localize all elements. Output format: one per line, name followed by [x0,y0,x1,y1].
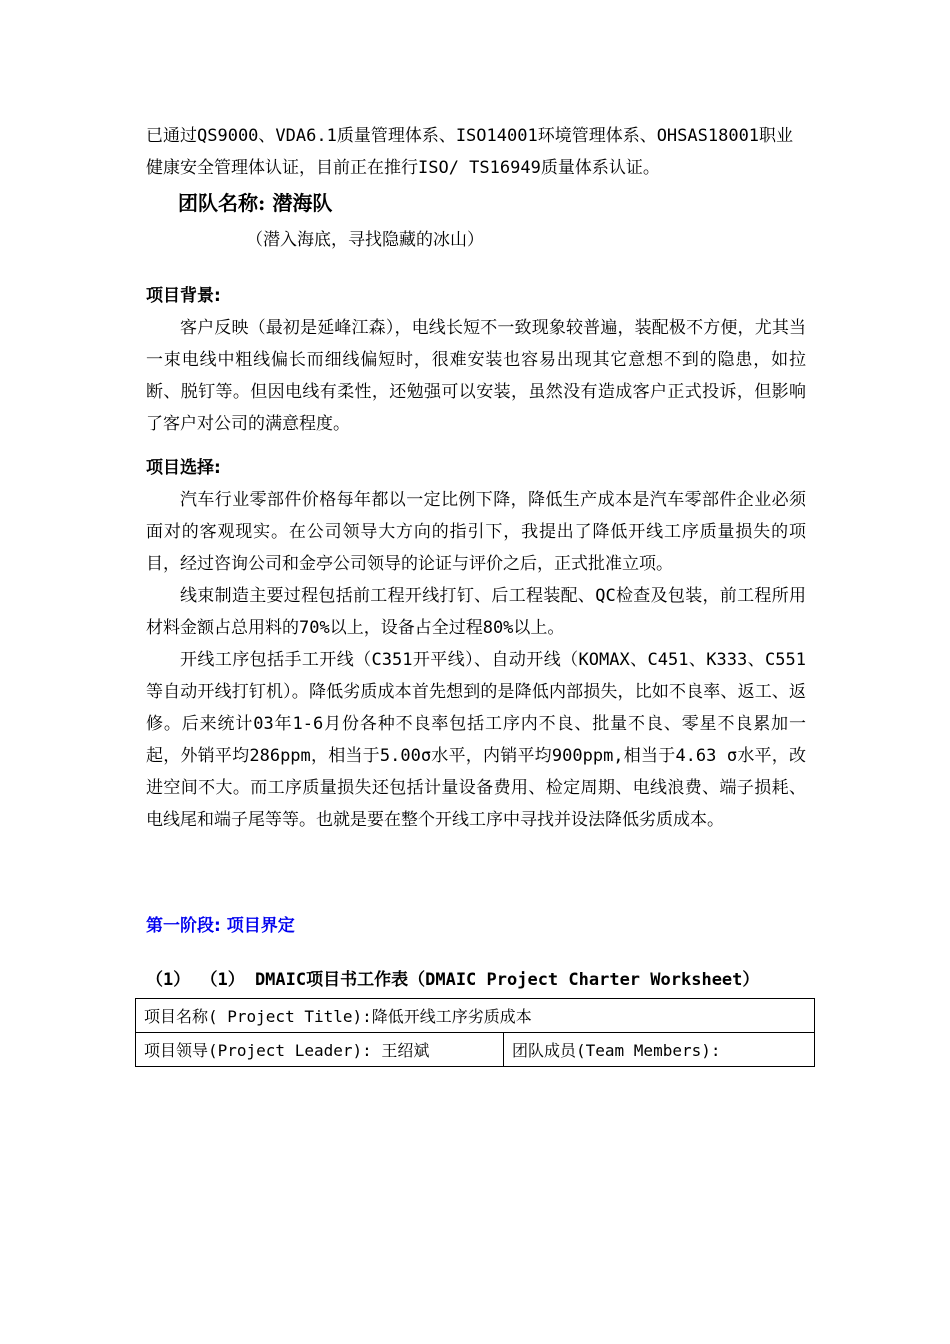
phase-one-heading: 第一阶段: 项目界定 [146,916,295,936]
team-members-cell: 团队成员(Team Members): [504,1033,815,1067]
project-title-cell: 项目名称( Project Title):降低开线工序劣质成本 [136,999,815,1033]
charter-worksheet-title: （1） （1） DMAIC项目书工作表（DMAIC Project Charter Worksheet） [146,970,760,990]
background-paragraph: 客户反映（最初是延峰江森），电线长短不一致现象较普遍，装配极不方便，尤其当一束电线中粗线偏长而细线偏短时，很难安装也容易出现其它意想不到的隐患，如拉断、脱钉等。但因电线有柔性，还勉强可以安装，虽然没有造成客户正式投诉，但影响了客户对公司的满意程度。 [146,318,806,434]
team-name-title: 团队名称: 潜海队 [178,191,333,215]
project-selection-body [146,484,806,836]
table-row [136,999,815,1033]
intro-paragraph: 已通过QS9000、VDA6.1质量管理体系、ISO14001环境管理体系、OHSAS18001职业健康安全管理体认证，目前正在推行ISO/ TS16949质量体系认证。 [146,126,794,178]
selection-paragraph: 线束制造主要过程包括前工程开线打钉、后工程装配、QC检查及包装，前工程所用材料金额占总用料的70%以上，设备占全过程80%以上。 [146,586,806,638]
table-row [136,1033,815,1067]
team-name-subtitle: （潜入海底，寻找隐藏的冰山） [246,230,484,250]
selection-paragraph: 开线工序包括手工开线（C351开平线）、自动开线（KOMAX、C451、K333、C551等自动开线打钉机）。降低劣质成本首先想到的是降低内部损失，比如不良率、返工、返修。后来统计03年1-6月份各种不良率包括工序内不良、批量不良、零星不良累加一起，外销平均286ppm，相当于5.00σ水平，内销平均900ppm,相当于4.63 σ水平，改进空间不大。而工序质量损失还包括计量设备费用、检定周期、电线浪费、端子损耗、电线尾和端子尾等等。也就是要在整个开线工序中寻找并设法降低劣质成本。 [146,650,806,830]
project-leader-cell: 项目领导(Project Leader): 王绍斌 [136,1033,504,1067]
project-background-heading: 项目背景: [146,286,221,306]
selection-paragraph: 汽车行业零部件价格每年都以一定比例下降，降低生产成本是汽车零部件企业必须面对的客观现实。在公司领导大方向的指引下，我提出了降低开线工序质量损失的项目，经过咨询公司和金亭公司领导的论证与评价之后，正式批准立项。 [146,490,806,574]
project-selection-heading: 项目选择: [146,458,221,478]
project-background-body [146,312,806,440]
project-charter-table [135,998,815,1067]
